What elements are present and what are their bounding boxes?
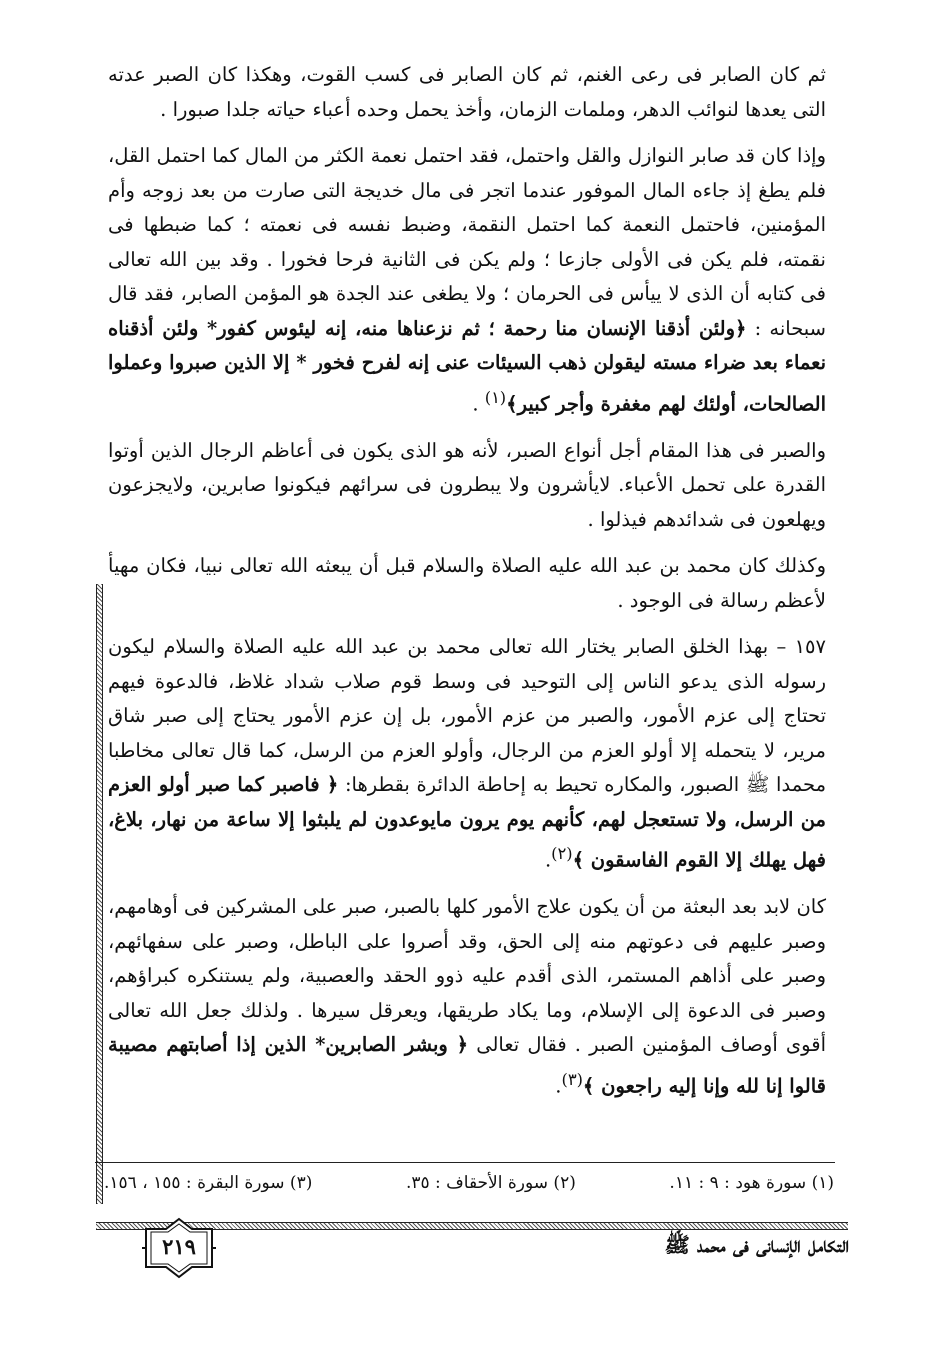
footnote-ref-2: (٢): [551, 844, 573, 863]
paragraph-6: [108, 890, 826, 1104]
footnote-2: (٢) سورة الأحقاف : ٣٥.: [405, 1173, 576, 1193]
paragraph-1-text: ثم كان الصابر فى رعى الغنم، ثم كان الصابر فى كسب القوت، وهكذا كان الصبر عدته التى يعدها لنوائب الدهر، وملمات الزمان، وأخذ يحمل وحده أعباء حياته جلدا صبورا .: [108, 63, 826, 121]
paragraph-2-tail: .: [472, 392, 485, 415]
paragraph-5-tail: .: [544, 848, 552, 872]
running-footer-title: التكامل الإنسانى فى محمد ﷺ: [664, 1232, 849, 1257]
footnote-divider: [95, 1162, 835, 1163]
paragraph-3-text: والصبر فى هذا المقام أجل أنواع الصبر، لأنه هو الذى يكون فى أعاظم الرجال الذين أوتوا القدرة على تحمل الأعباء. لايأشرون ولا يبطرون فى سرائهم فيكونوا صابرين، ولايجزعون ويهلعون فى شدائدهم فيذلوا .: [108, 438, 826, 531]
paragraph-4-text: وكذلك كان محمد بن عبد الله عليه الصلاة والسلام قبل أن يبعثه الله تعالى نبيا، فكان مهيأ لأعظم رسالة فى الوجود .: [108, 554, 826, 612]
paragraph-5-text: ١٥٧ – بهذا الخلق الصابر يختار الله تعالى محمد بن عبد الله عليه الصلاة والسلام ليكون رسوله الذى يدعو الناس إلى التوحيد فى وسط قوم صلاب شداد غلاظ، فالدعوة فيهم تحتاج إلى عزم الأمور، والصبر من عزم الأمور، بل إن عزم الأمور يحتاج إلى صبر شاق مرير، لا يتحمله إلا أولو العزم من الرجال، وأولو العزم من الرسل، كما قال تعالى مخاطبا محمدا ﷺ الصبور، والمكاره تحيط به إحاطة الدائرة بقطرها:: [108, 635, 827, 796]
footnote-ref-1: (١): [484, 387, 507, 407]
paragraph-6-text: كان لابد بعد البعثة من أن يكون علاج الأمور كلها بالصبر، صبر على المشركين فى أوهامهم، وصبر عليهم فى دعوتهم منه إلى الحق، وقد أصروا على الباطل، وصبر على سفهائهم، وصبر على أذاهم المستمر، الذى أقدم عليه ذوو الحقد والعصبية، ولم يستنكره كبراؤهم، وصبر فى الدعوة إلى الإسلام، وما يكاد طريقها، ويعرقل سيرها . ولذلك جعل الله تعالى أقوى أوصاف المؤمنين الصبر . فقال تعالى: [108, 895, 826, 1056]
paragraph-2: [108, 139, 826, 422]
main-text: [108, 58, 826, 1116]
paragraph-3: [108, 434, 826, 538]
decorative-side-border: [96, 584, 103, 1204]
paragraph-1: [108, 58, 826, 127]
footnote-3: (٣) سورة البقرة : ١٥٥ ، ١٥٦.: [104, 1173, 313, 1193]
quran-quote-1: ﴿ولئن أذقنا الإنسان منا رحمة ؛ ثم نزعناها منه، إنه ليئوس كفور* ولئن أذقناه نعماء بعد ضراء مسته ليقولن ذهب السيئات عنى إنه لفرح فخور * إلا الذين صبروا وعملوا الصالحات، أولئك لهم مغفرة وأجر كبير﴾: [108, 316, 826, 415]
footnote-ref-3: (٣): [561, 1069, 583, 1089]
quran-quote-3: ﴿ وبشر الصابرين* الذين إذا أصابتهم مصيبة قالوا إنا لله وإنا إليه راجعون ﴾: [108, 1033, 826, 1097]
paragraph-6-tail: .: [555, 1074, 562, 1097]
paragraph-5: [108, 630, 826, 878]
footnotes: [104, 1173, 834, 1193]
paragraph-2-text: وإذا كان قد صابر النوازل والقل واحتمل، فقد احتمل نعمة الكثر من المال كما احتمل القل، فلم يطغ إذ جاءه المال الموفور عندما اتجر فى مال خديجة التى صارت من بعد زوجه وأم المؤمنين، فاحتمل النعمة كما احتمل النقمة، وضبط نفسه فى نعمته ؛ كما ضبطها فى نقمته، فلم يكن فى الأولى جازعا ؛ ولم يكن فى الثانية فرحا فخورا . وقد بين الله تعالى فى كتابه أن الذى لا ييأس فى الحرمان ؛ ولا يطغى عند الجدة هو المؤمن الصابر، فقد قال سبحانه :: [108, 144, 827, 340]
paragraph-4: [108, 549, 826, 618]
footnote-1: (١) سورة هود : ٩ : ١١.: [669, 1173, 834, 1193]
page-number: ٢١٩: [162, 1234, 196, 1259]
quran-quote-2: ﴿ فاصبر كما صبر أولو العزم من الرسل، ولا تستعجل لهم، كأنهم يوم يرون مايوعدون لم يلبثوا إلا ساعة من نهار، بلاغ، فهل يهلك إلا القوم الفاسقون ﴾: [108, 773, 826, 872]
